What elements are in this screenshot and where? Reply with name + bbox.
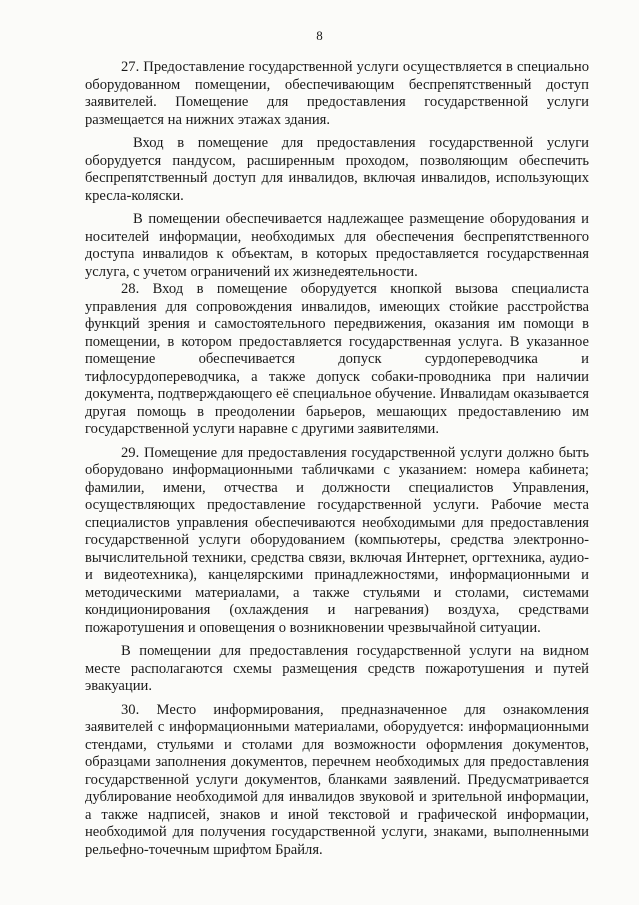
paragraph-entrance-ramp: Вход в помещение для предоставления государственной услуги оборудуется пандусом, расширенным проходом, позволяющим обеспечить беспрепятственный доступ для инвалидов, включая инвалидов, использующих кресла-коляски. bbox=[85, 135, 589, 204]
document-body bbox=[85, 59, 589, 859]
paragraph-evacuation-schemes: В помещении для предоставления государственной услуги на видном месте располагаются схемы размещения средств пожаротушения и путей эвакуации. bbox=[85, 643, 589, 694]
page-number: 8 bbox=[316, 28, 323, 43]
paragraph-28: 28. Вход в помещение оборудуется кнопкой вызова специалиста управления для сопровождения инвалидов, имеющих стойкие расстройства функций зрения и самостоятельного передвижения, оказания им помощи в помещении, в котором предоставляется государственная услуга. В указанное помещение обеспечивается допуск сурдопереводчика и тифлосурдопереводчика, а также допуск собаки-проводника при наличии документа, подтверждающего её специальное обучение. Инвалидам оказывается другая помощь в преодолении барьеров, мешающих предоставлению им государственной услуги наравне с другими заявителями. bbox=[85, 281, 589, 437]
paragraph-30: 30. Место информирования, предназначенное для ознакомления заявителей с информационными материалами, оборудуется: информационными стендами, стульями и столами для возможности оформления документов, образцами заполнения документов, перечнем необходимых для предоставления государственной услуги документов, бланками заявлений. Предусматривается дублирование необходимой для инвалидов звуковой и зрительной информации, а также надписей, знаков и иной текстовой и графической информации, необходимой для получения государственной услуги, знаками, выполненными рельефно-точечным шрифтом Брайля. bbox=[85, 701, 589, 858]
paragraph-29: 29. Помещение для предоставления государственной услуги должно быть оборудовано информационными табличками с указанием: номера кабинета; фамилии, имени, отчества и должности специалистов Управления, осуществляющих предоставление государственной услуги. Рабочие места специалистов управления обеспечиваются необходимыми для предоставления государственной услуги оборудованием (компьютеры, средства электронно- вычислительной техники, средства связи, включая Интернет, оргтехника, аудио- и видеотехника), канцелярскими принадлежностями, информационными и методическими материалами, а также стульями и столами, системами кондиционирования (охлаждения и нагревания) воздуха, средствами пожаротушения и оповещения о возникновении чрезвычайной ситуации. bbox=[85, 444, 589, 636]
paragraph-equipment-placement: В помещении обеспечивается надлежащее размещение оборудования и носителей информации, необходимых для обеспечения беспрепятственного доступа инвалидов к объектам, в которых предоставляется государственная услуга, с учетом ограничений их жизнедеятельности. bbox=[85, 211, 589, 280]
paragraph-27: 27. Предоставление государственной услуги осуществляется в специально оборудованном помещении, обеспечивающим беспрепятственный доступ заявителей. Помещение для предоставления государственной услуги размещается на нижних этажах здания. bbox=[85, 59, 589, 128]
